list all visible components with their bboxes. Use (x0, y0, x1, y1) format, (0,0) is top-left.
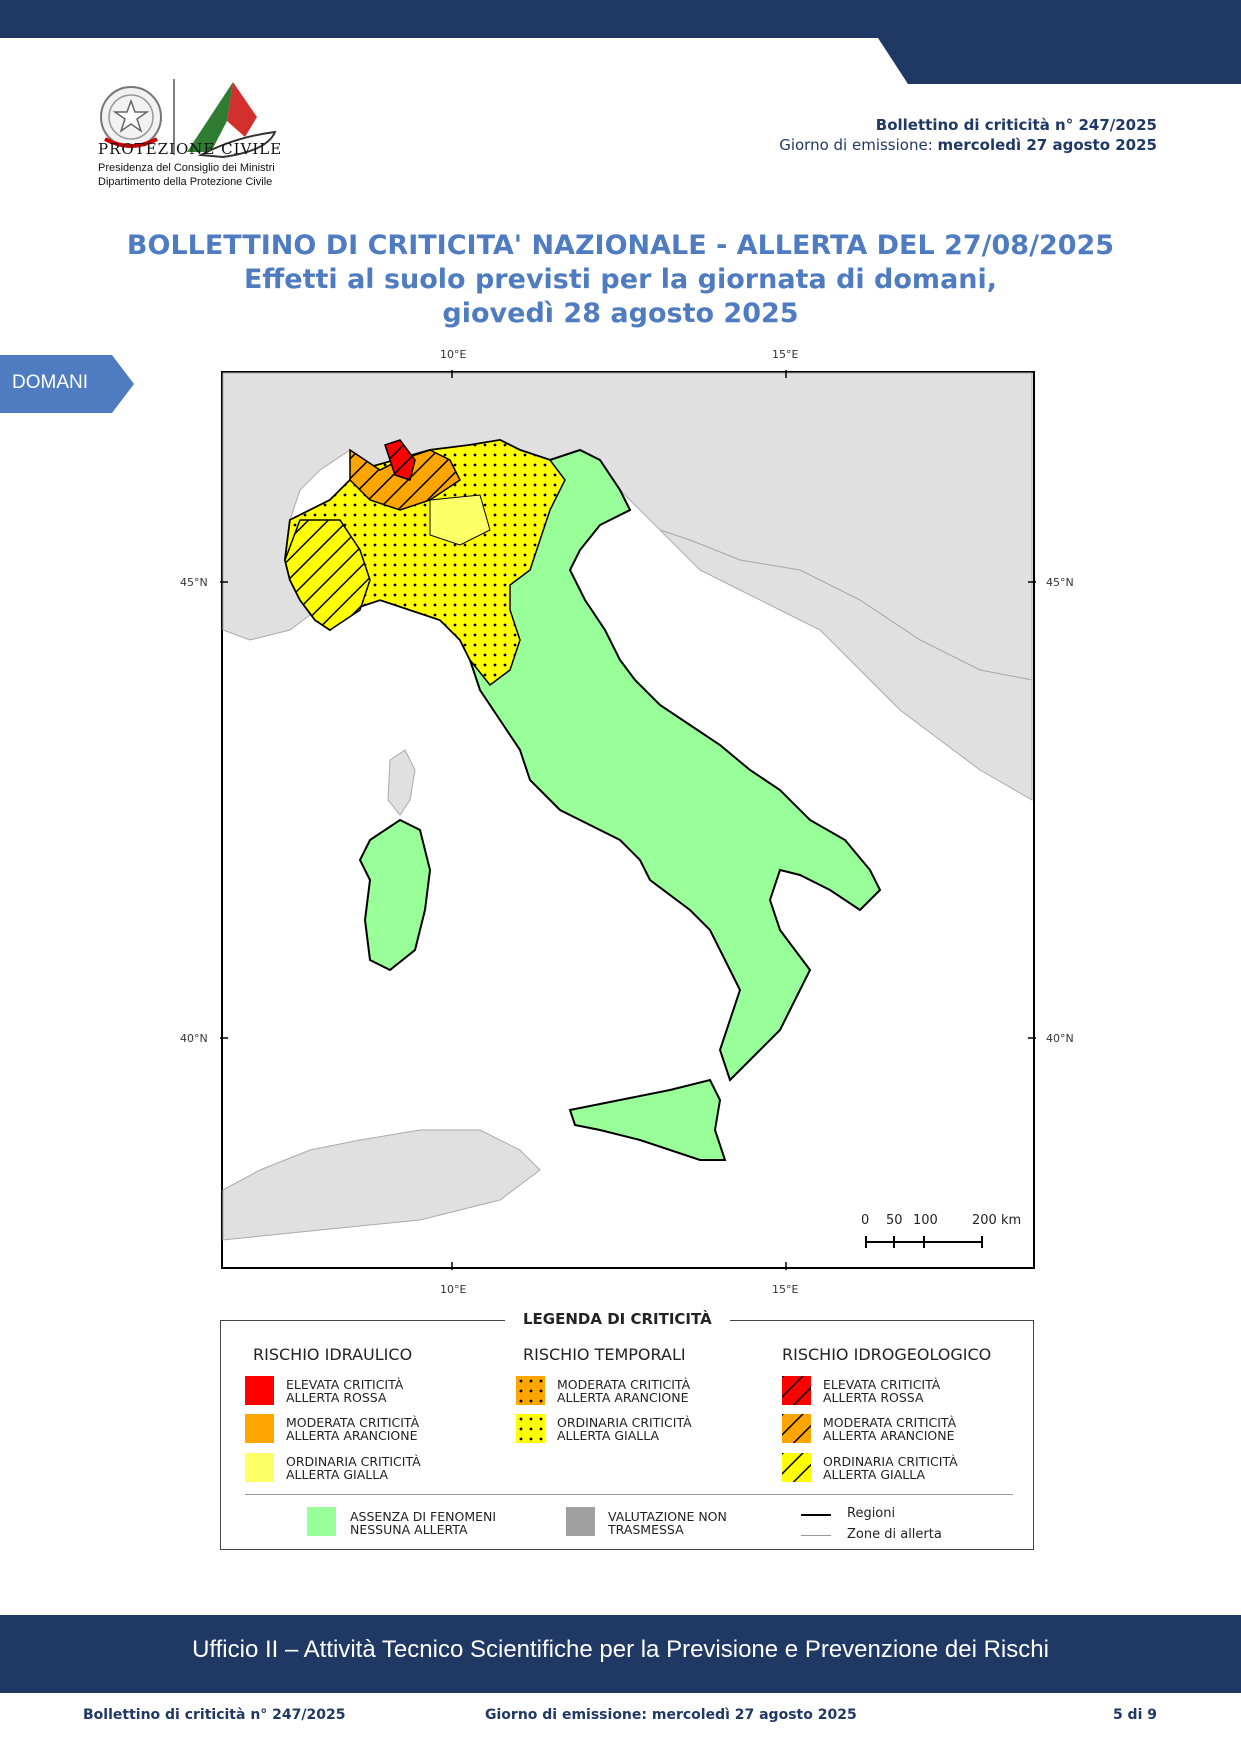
swatch-nessuna-allerta (307, 1507, 336, 1536)
legend-item: ELEVATA CRITICITÀ ALLERTA ROSSA (823, 1377, 941, 1405)
org-name: PROTEZIONE CIVILE (98, 140, 283, 158)
swatch-temporali-arancione (516, 1376, 545, 1405)
lat-label-45: 45°N (180, 576, 208, 589)
regioni-line (801, 1514, 831, 1516)
swatch-idrogeologico-gialla (782, 1453, 811, 1482)
scale-tick-100: 100 (913, 1213, 938, 1228)
org-sub-dipartimento: Dipartimento della Protezione Civile (98, 176, 273, 188)
org-sub-presidenza: Presidenza del Consiglio dei Ministri (98, 162, 275, 174)
footer-bulletin: Bollettino di criticità n° 247/2025 (83, 1707, 346, 1723)
lon-label-10: 10°E (440, 348, 467, 361)
legend-item: VALUTAZIONE NON TRASMESSA (608, 1509, 727, 1537)
swatch-idrogeologico-rossa (782, 1376, 811, 1405)
domani-label: DOMANI (12, 372, 88, 393)
legend-title: LEGENDA DI CRITICITÀ (505, 1310, 730, 1328)
swatch-idrogeologico-arancione (782, 1414, 811, 1443)
page-title: BOLLETTINO DI CRITICITA' NAZIONALE - ALLERTA DEL 27/08/2025 (126, 230, 1115, 261)
swatch-temporali-gialla (516, 1414, 545, 1443)
legend-item: MODERATA CRITICITÀ ALLERTA ARANCIONE (286, 1415, 420, 1443)
legend-col-idraulico: RISCHIO IDRAULICO (253, 1345, 413, 1364)
lat-label-40: 40°N (180, 1032, 208, 1045)
legend-item: MODERATA CRITICITÀ ALLERTA ARANCIONE (557, 1377, 691, 1405)
legend-item: ORDINARIA CRITICITÀ ALLERTA GIALLA (823, 1454, 958, 1482)
legend-item: MODERATA CRITICITÀ ALLERTA ARANCIONE (823, 1415, 957, 1443)
emission-label: Giorno di emissione: (779, 136, 933, 154)
legend-item: ELEVATA CRITICITÀ ALLERTA ROSSA (286, 1377, 404, 1405)
republic-emblem (101, 87, 161, 147)
swatch-non-trasmessa (566, 1507, 595, 1536)
footer-office: Ufficio II – Attività Tecnico Scientifiche per la Previsione e Prevenzione dei Rischi (192, 1636, 1049, 1663)
emission-date: mercoledì 27 agosto 2025 (937, 136, 1157, 154)
legend-divider (245, 1494, 1013, 1495)
lon-label-15: 15°E (772, 348, 799, 361)
legend-col-temporali: RISCHIO TEMPORALI (523, 1345, 686, 1364)
legend-item: ASSENZA DI FENOMENI NESSUNA ALLERTA (350, 1509, 497, 1537)
footer-emission: Giorno di emissione: mercoledì 27 agosto 2025 (485, 1707, 857, 1723)
lat-label-45-right: 45°N (1046, 576, 1074, 589)
legend-regioni: Regioni (847, 1506, 896, 1521)
page-subtitle-date: giovedì 28 agosto 2025 (442, 298, 799, 329)
scale-tick-0: 0 (861, 1213, 870, 1228)
page-subtitle: Effetti al suolo previsti per la giornata di domani, (243, 264, 998, 295)
scale-end: 200 km (972, 1213, 1022, 1228)
legend-col-idrogeologico: RISCHIO IDROGEOLOGICO (782, 1345, 992, 1364)
scale-tick-50: 50 (886, 1213, 903, 1228)
header-bulletin: Bollettino di criticità n° 247/2025 (875, 116, 1157, 134)
swatch-idraulico-arancione (245, 1414, 274, 1443)
zone-line (801, 1535, 831, 1536)
lat-label-40-right: 40°N (1046, 1032, 1074, 1045)
alert-map (220, 370, 1036, 1270)
swatch-idraulico-rossa (245, 1376, 274, 1405)
swatch-idraulico-gialla (245, 1453, 274, 1482)
lon-label-15-bottom: 15°E (772, 1283, 799, 1296)
legend-zone: Zone di allerta (847, 1527, 942, 1542)
legend-item: ORDINARIA CRITICITÀ ALLERTA GIALLA (286, 1454, 421, 1482)
legend-item: ORDINARIA CRITICITÀ ALLERTA GIALLA (557, 1415, 692, 1443)
page-number: 5 di 9 (1112, 1707, 1157, 1723)
header-emission (779, 136, 1157, 154)
lon-label-10-bottom: 10°E (440, 1283, 467, 1296)
